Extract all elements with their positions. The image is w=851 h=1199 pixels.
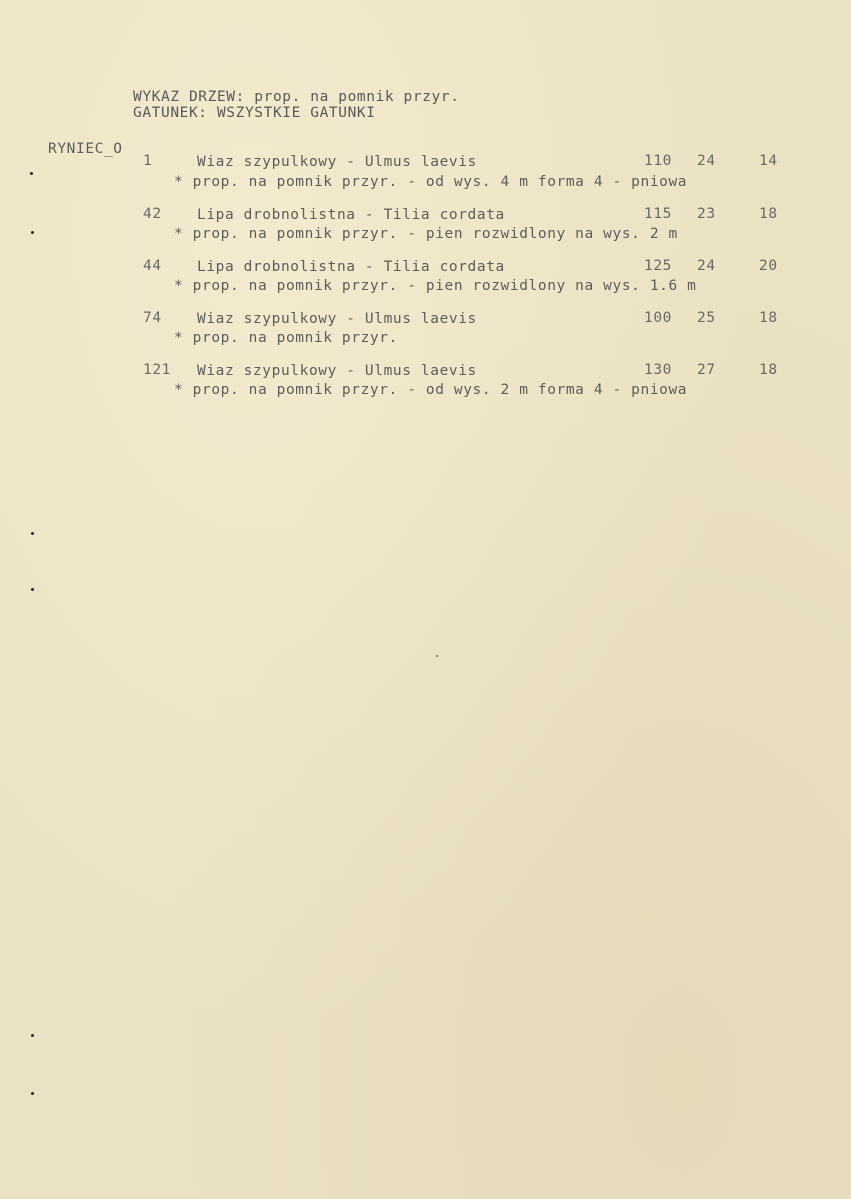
tree-circumference: 110 [644, 153, 672, 169]
tree-note: * prop. na pomnik przyr. - od wys. 4 m forma 4 - pniowa [174, 174, 688, 190]
margin-speck [31, 1034, 34, 1037]
tree-circumference: 125 [644, 258, 672, 274]
tree-value: 18 [759, 206, 778, 222]
tree-note: * prop. na pomnik przyr. [174, 330, 398, 346]
tree-species: Wiaz szypulkowy - Ulmus laevis [197, 311, 477, 327]
tree-id: 74 [143, 310, 162, 326]
margin-speck [31, 532, 34, 535]
tree-height: 25 [697, 310, 716, 326]
margin-speck [30, 172, 33, 175]
tree-note: * prop. na pomnik przyr. - pien rozwidlony na wys. 2 m [174, 226, 678, 242]
tree-value: 18 [759, 310, 778, 326]
tree-species: Lipa drobnolistna - Tilia cordata [197, 207, 505, 223]
tree-species: Wiaz szypulkowy - Ulmus laevis [197, 154, 477, 170]
margin-speck [31, 588, 34, 591]
tree-id: 44 [143, 258, 162, 274]
tree-id: 121 [143, 362, 171, 378]
header-species-filter: GATUNEK: WSZYSTKIE GATUNKI [133, 105, 376, 121]
tree-id: 42 [143, 206, 162, 222]
tree-value: 20 [759, 258, 778, 274]
location-label: RYNIEC_O [48, 141, 123, 157]
header-title: WYKAZ DRZEW: prop. na pomnik przyr. [133, 89, 460, 105]
margin-speck [31, 231, 34, 234]
tree-note: * prop. na pomnik przyr. - pien rozwidlony na wys. 1.6 m [174, 278, 697, 294]
tree-id: 1 [143, 153, 153, 169]
tree-height: 23 [697, 206, 716, 222]
margin-speck [31, 1092, 34, 1095]
tree-species: Wiaz szypulkowy - Ulmus laevis [197, 363, 477, 379]
tree-circumference: 130 [644, 362, 672, 378]
tree-value: 18 [759, 362, 778, 378]
tree-circumference: 115 [644, 206, 672, 222]
tree-value: 14 [759, 153, 778, 169]
tree-height: 24 [697, 153, 716, 169]
tree-note: * prop. na pomnik przyr. - od wys. 2 m forma 4 - pniowa [174, 382, 688, 398]
tree-height: 27 [697, 362, 716, 378]
tree-species: Lipa drobnolistna - Tilia cordata [197, 259, 505, 275]
tree-height: 24 [697, 258, 716, 274]
tree-circumference: 100 [644, 310, 672, 326]
page-speck [436, 655, 438, 657]
